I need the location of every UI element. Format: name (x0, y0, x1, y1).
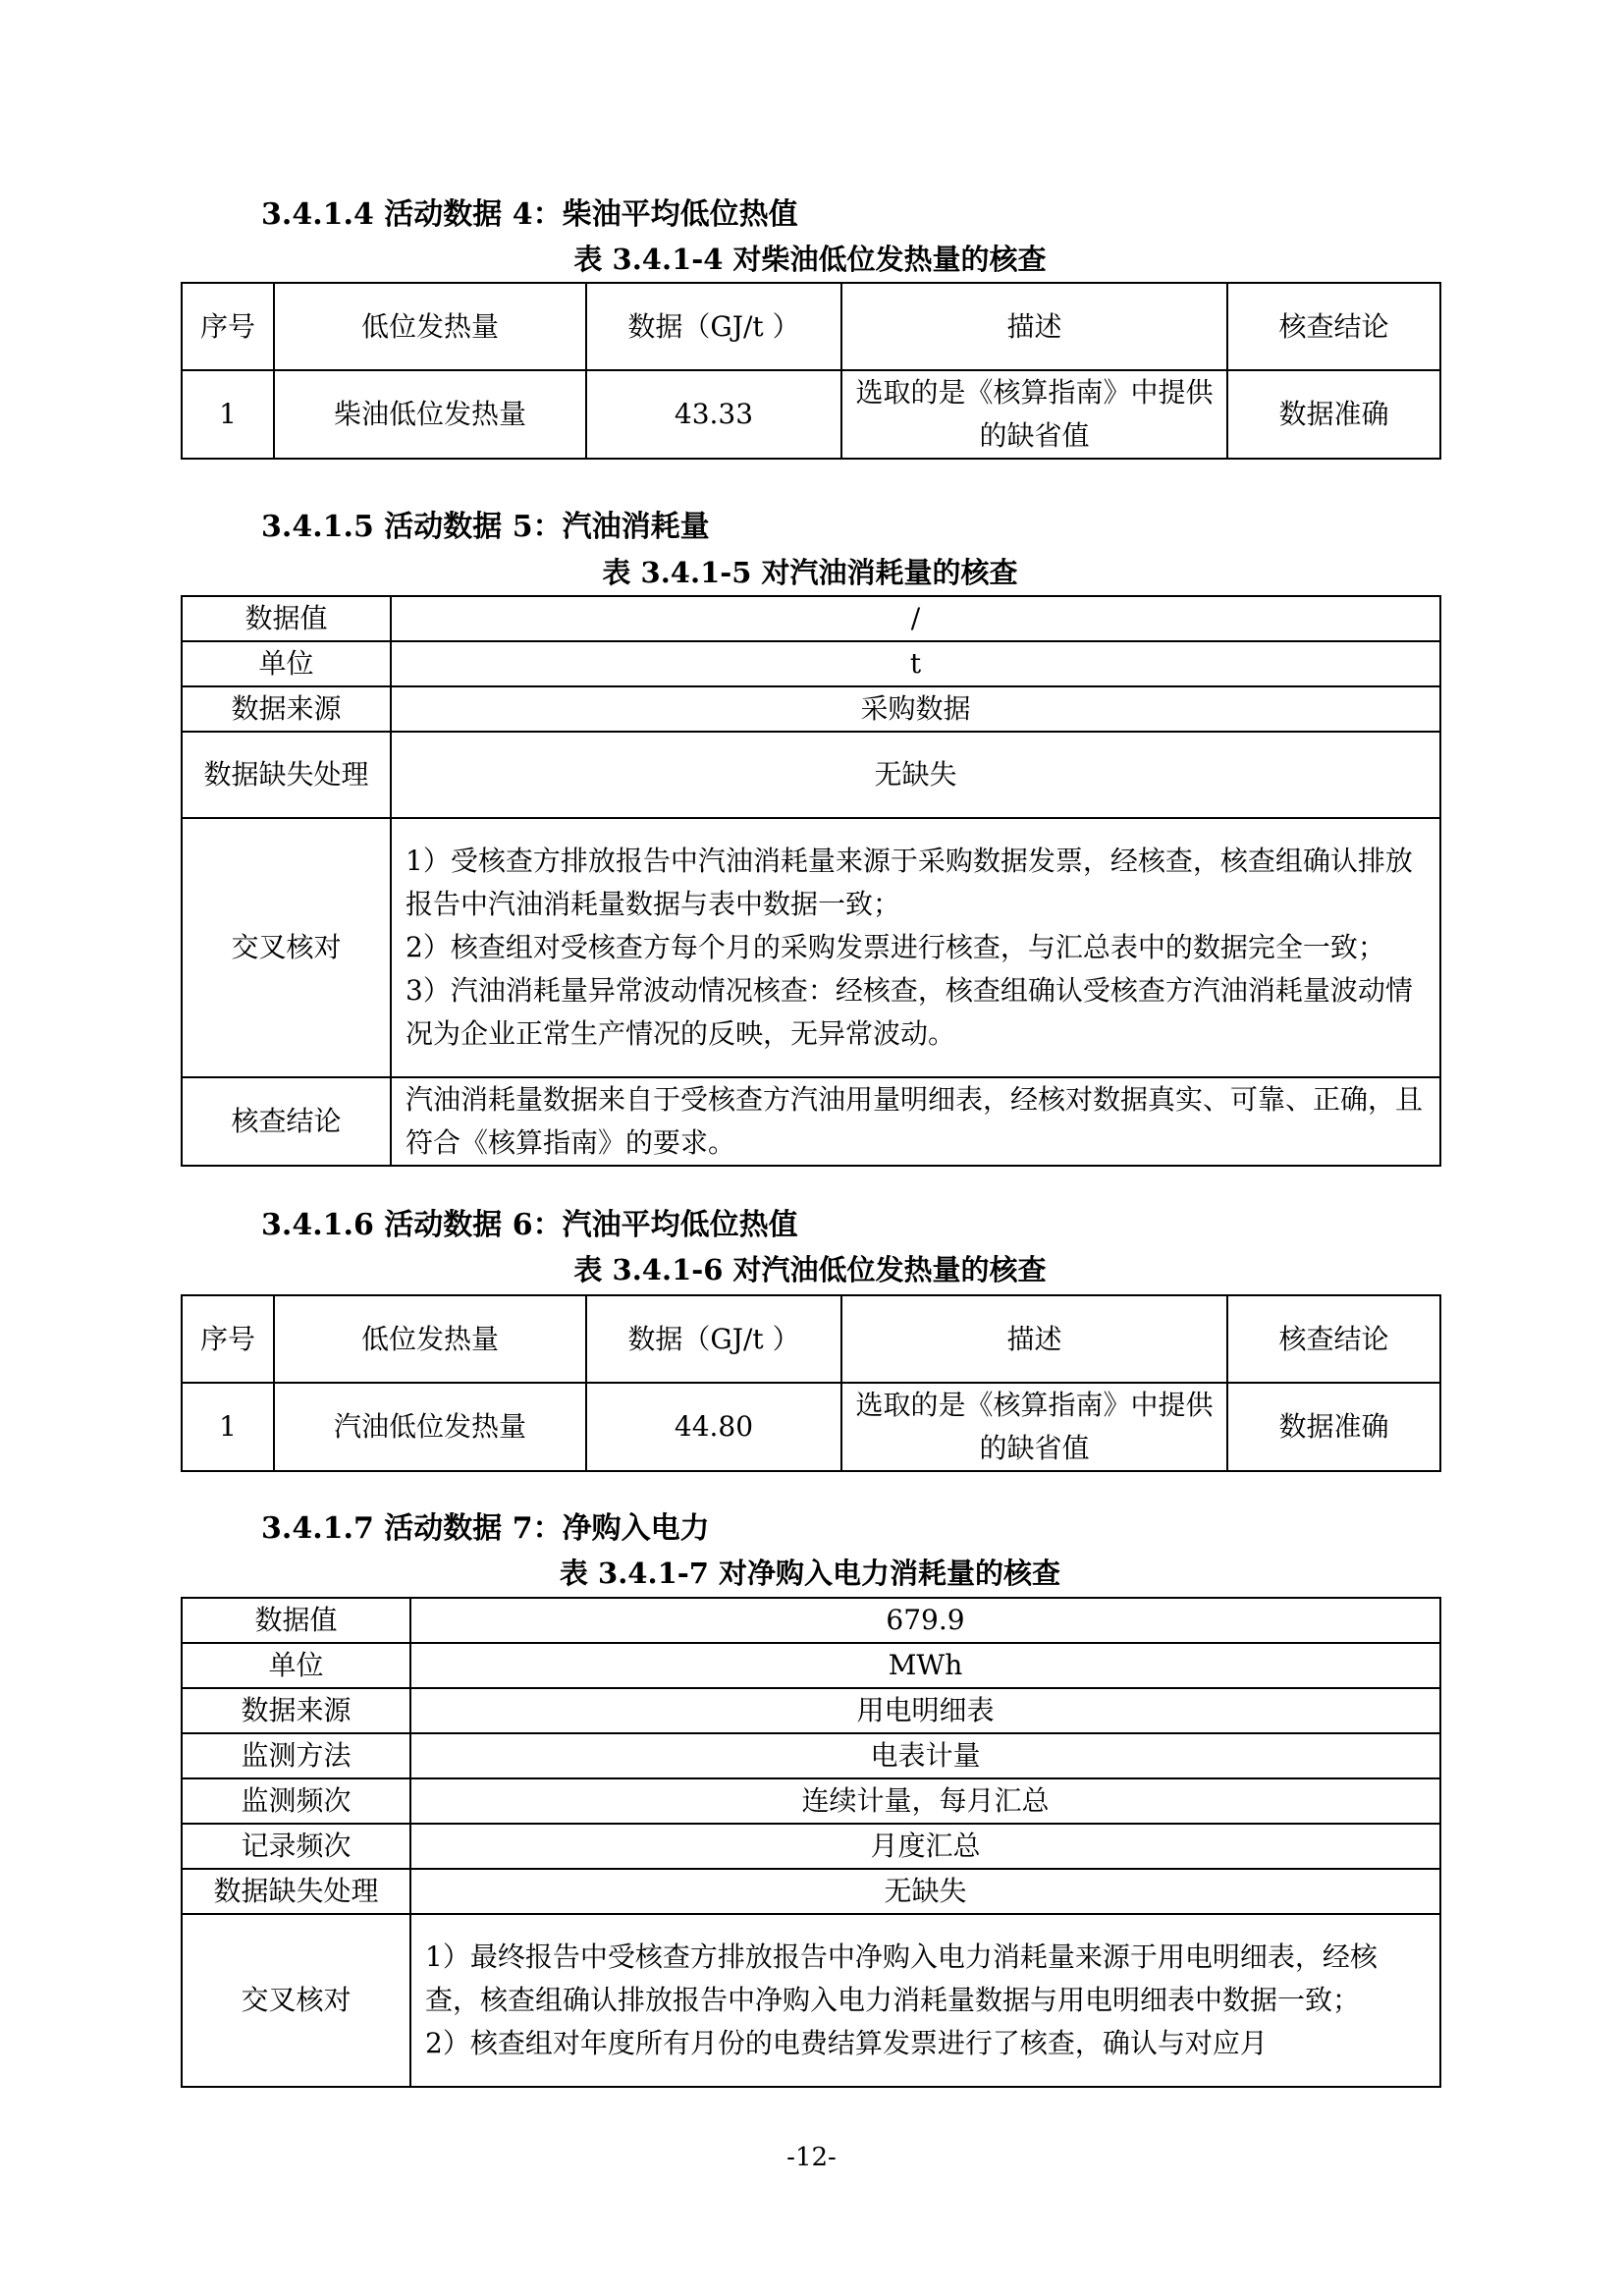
header-cell: 描述 (841, 283, 1227, 370)
header-cell: 描述 (841, 1295, 1227, 1383)
cross-check-line: 1）最终报告中受核查方排放报告中净购入电力消耗量来源于用电明细表，经核查，核查组确认排放报告中净购入电力消耗量数据与用电明细表中数据一致； (425, 1941, 1378, 2016)
row-label: 记录频次 (182, 1824, 410, 1869)
cross-check-line: 3）汽油消耗量异常波动情况核查：经核查，核查组确认受核查方汽油消耗量波动情况为企业正常生产情况的反映，无异常波动。 (406, 974, 1413, 1050)
cell-description: 选取的是《核算指南》中提供的缺省值 (841, 370, 1227, 459)
cross-check-line: 1）受核查方排放报告中汽油消耗量来源于采购数据发票，经核查，核查组确认排放报告中汽油消耗量数据与表中数据一致； (406, 845, 1413, 920)
cross-check-text (391, 818, 1440, 1077)
section-title-3-4-1-7: 3.4.1.7 活动数据 7：净购入电力 (261, 1511, 710, 1546)
table-row (182, 1688, 1440, 1733)
table-caption-3-4-1-7: 表 3.4.1-7 对净购入电力消耗量的核查 (559, 1557, 1061, 1590)
table-header-row (182, 1295, 1440, 1383)
table-gasoline-consumption (181, 595, 1441, 1167)
conclusion-text: 汽油消耗量数据来自于受核查方汽油用量明细表，经核对数据真实、可靠、正确，且符合《核算指南》的要求。 (391, 1077, 1440, 1166)
table-gasoline-ncv (181, 1294, 1441, 1472)
header-cell: 核查结论 (1227, 1295, 1440, 1383)
section-title-3-4-1-6: 3.4.1.6 活动数据 6：汽油平均低位热值 (261, 1208, 798, 1242)
row-label: 数据来源 (182, 686, 391, 732)
cell-conclusion: 数据准确 (1227, 1383, 1440, 1471)
table-row (182, 1643, 1440, 1688)
table-purchased-electricity (181, 1597, 1441, 2088)
table-caption-3-4-1-4: 表 3.4.1-4 对柴油低位发热量的核查 (573, 243, 1047, 276)
row-label: 数据值 (182, 596, 391, 641)
row-label: 单位 (182, 1643, 410, 1688)
header-cell: 低位发热量 (274, 283, 586, 370)
row-label: 数据缺失处理 (182, 1869, 410, 1914)
cell-item: 汽油低位发热量 (274, 1383, 586, 1471)
row-label: 数据值 (182, 1598, 410, 1643)
table-row (182, 1869, 1440, 1914)
header-cell: 序号 (182, 1295, 274, 1383)
row-label: 数据来源 (182, 1688, 410, 1733)
row-value: 月度汇总 (410, 1824, 1440, 1869)
row-value: 用电明细表 (410, 1688, 1440, 1733)
table-diesel-ncv (181, 282, 1441, 460)
row-label: 交叉核对 (182, 1914, 410, 2087)
cell-item: 柴油低位发热量 (274, 370, 586, 459)
row-label: 数据缺失处理 (182, 732, 391, 818)
cross-check-text (410, 1914, 1440, 2087)
page-number: -12- (786, 2143, 837, 2172)
cross-check-line: 2）核查组对年度所有月份的电费结算发票进行了核查，确认与对应月 (425, 2027, 1268, 2059)
table-header-row (182, 283, 1440, 370)
table-row-cross-check (182, 818, 1440, 1077)
row-value: 679.9 (410, 1598, 1440, 1643)
header-cell: 数据（GJ/t ） (586, 1295, 841, 1383)
table-row (182, 1824, 1440, 1869)
row-label: 监测方法 (182, 1733, 410, 1778)
table-row-cross-check (182, 1914, 1440, 2087)
row-value: 连续计量，每月汇总 (410, 1778, 1440, 1824)
table-row (182, 1383, 1440, 1471)
table-row (182, 1733, 1440, 1778)
cell-value: 44.80 (586, 1383, 841, 1471)
table-row (182, 732, 1440, 818)
row-label: 核查结论 (182, 1077, 391, 1166)
section-title-3-4-1-4: 3.4.1.4 活动数据 4：柴油平均低位热值 (261, 197, 798, 232)
table-row (182, 370, 1440, 459)
table-row-conclusion (182, 1077, 1440, 1166)
table-row (182, 686, 1440, 732)
table-row (182, 1778, 1440, 1824)
row-label: 交叉核对 (182, 818, 391, 1077)
cell-index: 1 (182, 370, 274, 459)
header-cell: 低位发热量 (274, 1295, 586, 1383)
row-value: MWh (410, 1643, 1440, 1688)
row-value: t (391, 641, 1440, 686)
cell-index: 1 (182, 1383, 274, 1471)
row-value: / (391, 596, 1440, 641)
row-value: 无缺失 (410, 1869, 1440, 1914)
row-value: 无缺失 (391, 732, 1440, 818)
row-value: 采购数据 (391, 686, 1440, 732)
row-label: 单位 (182, 641, 391, 686)
table-caption-3-4-1-6: 表 3.4.1-6 对汽油低位发热量的核查 (573, 1253, 1047, 1286)
cell-description: 选取的是《核算指南》中提供的缺省值 (841, 1383, 1227, 1471)
cell-conclusion: 数据准确 (1227, 370, 1440, 459)
header-cell: 数据（GJ/t ） (586, 283, 841, 370)
table-caption-3-4-1-5: 表 3.4.1-5 对汽油消耗量的核查 (602, 556, 1018, 589)
row-label: 监测频次 (182, 1778, 410, 1824)
row-value: 电表计量 (410, 1733, 1440, 1778)
header-cell: 核查结论 (1227, 283, 1440, 370)
table-row (182, 641, 1440, 686)
cell-value: 43.33 (586, 370, 841, 459)
header-cell: 序号 (182, 283, 274, 370)
table-row (182, 596, 1440, 641)
table-row (182, 1598, 1440, 1643)
section-title-3-4-1-5: 3.4.1.5 活动数据 5：汽油消耗量 (261, 510, 710, 544)
cross-check-line: 2）核查组对受核查方每个月的采购发票进行核查，与汇总表中的数据完全一致； (406, 931, 1385, 963)
